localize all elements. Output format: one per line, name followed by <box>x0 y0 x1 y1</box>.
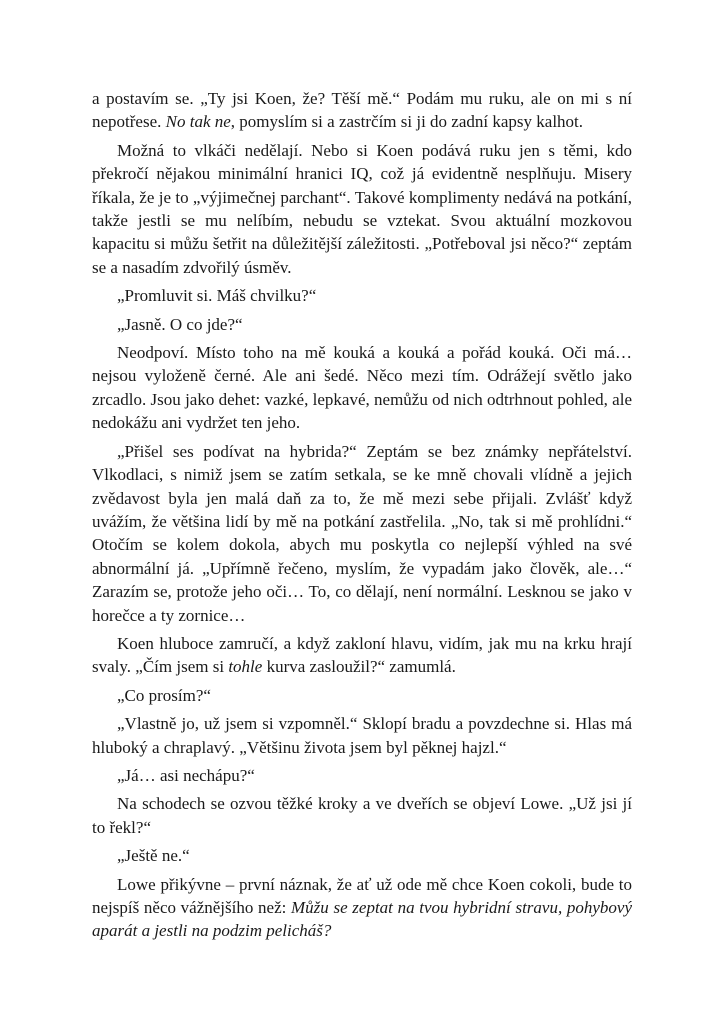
text-run: , pomyslím si a zastrčím si ji do zadní kapsy kalhot. <box>230 112 584 132</box>
text-run: „Co prosím?“ <box>117 685 211 705</box>
text-run: Neodpoví. Místo toho na mě kouká a kouká a pořád kouká. Oči má… nejsou vyloženě černé. Ale ani šedé. Něco mezi tím. Odrážejí světlo jako zrcadlo. Jsou jako dehet: vazké, lepkavé, nemůžu od nich odtrhnout pohled, ale nedokážu ani vydržet ten jeho. <box>92 343 632 433</box>
paragraph <box>92 844 632 867</box>
text-run: Lowe přikývne – první náznak, že ať už ode mě chce Koen cokoli, bude to nejspíš něco vážnějšího než: <box>92 874 632 917</box>
page-text-block <box>92 87 632 948</box>
paragraph <box>92 341 632 435</box>
text-run: Možná to vlkáči nedělají. Nebo si Koen podává ruku jen s těmi, kdo překročí nějakou minimální hranici IQ, což já evidentně nesplňuju. Misery říkala, že je to „výjimečnej parchant“. Takové komplimenty nedává na potkání, takže jestli se mu nelíbím, nebudu se vztekat. Svou aktuální mozkovou kapacitu si můžu šetřit na důležitější záležitosti. „Potřeboval jsi něco?“ zeptám se a nasadím zdvořilý úsměv. <box>92 140 632 277</box>
text-run: a postavím se. „Ty jsi Koen, že? Těší mě.“ Podám mu ruku, ale on mi s ní nepotřese. <box>92 89 632 132</box>
text-run: Koen hluboce zamručí, a když zakloní hlavu, vidím, jak mu na krku hrají svaly. „Čím jsem si <box>92 633 632 677</box>
paragraph <box>92 873 632 943</box>
paragraph <box>92 764 632 787</box>
paragraph <box>92 712 632 759</box>
paragraph <box>92 684 632 707</box>
text-run: „Já… asi nechápu?“ <box>117 765 255 785</box>
italic-text-run: No tak ne <box>165 112 231 132</box>
paragraph <box>92 313 632 336</box>
paragraph <box>92 139 632 279</box>
text-run: „Jasně. O co jde?“ <box>117 314 243 334</box>
italic-text-run: tohle <box>228 657 263 677</box>
text-run: kurva zasloužil?“ zamumlá. <box>262 657 456 677</box>
text-run: „Přišel ses podívat na hybrida?“ Zeptám se bez známky nepřátelství. Vlkodlaci, s nimiž jsem se zatím setkala, se ke mně chovali vlídně a jejich zvědavost byla jen malá daň za to, že mě mezi sebe přijali. Zvlášť když uvážím, že většina lidí by mě na potkání zastřelila. „No, tak si mě prohlídni.“ Otočím se kolem dokola, abych mu poskytla co nejlepší výhled na své abnormální já. „Upřímně řečeno, myslím, že vypadám jako člověk, ale…“ Zarazím se, protože jeho oči… To, co dělají, není normální. Lesknou se jako v horečce a ty zornice… <box>92 441 632 625</box>
paragraph <box>92 87 632 134</box>
text-run: „Ještě ne.“ <box>117 846 190 866</box>
text-run: „Vlastně jo, už jsem si vzpomněl.“ Sklopí bradu a povzdechne si. Hlas má hluboký a chraplavý. „Většinu života jsem byl pěknej hajzl.“ <box>92 714 632 757</box>
paragraph <box>92 792 632 839</box>
text-run: Na schodech se ozvou těžké kroky a ve dveřích se objeví Lowe. „Už jsi jí to řekl?“ <box>92 794 632 837</box>
paragraph <box>92 284 632 307</box>
paragraph <box>92 440 632 627</box>
text-run: „Promluvit si. Máš chvilku?“ <box>117 286 317 306</box>
paragraph <box>92 632 632 679</box>
italic-text-run: Můžu se zeptat na tvou hybridní stravu, pohybový aparát a jestli na podzim pelicháš? <box>92 898 633 941</box>
